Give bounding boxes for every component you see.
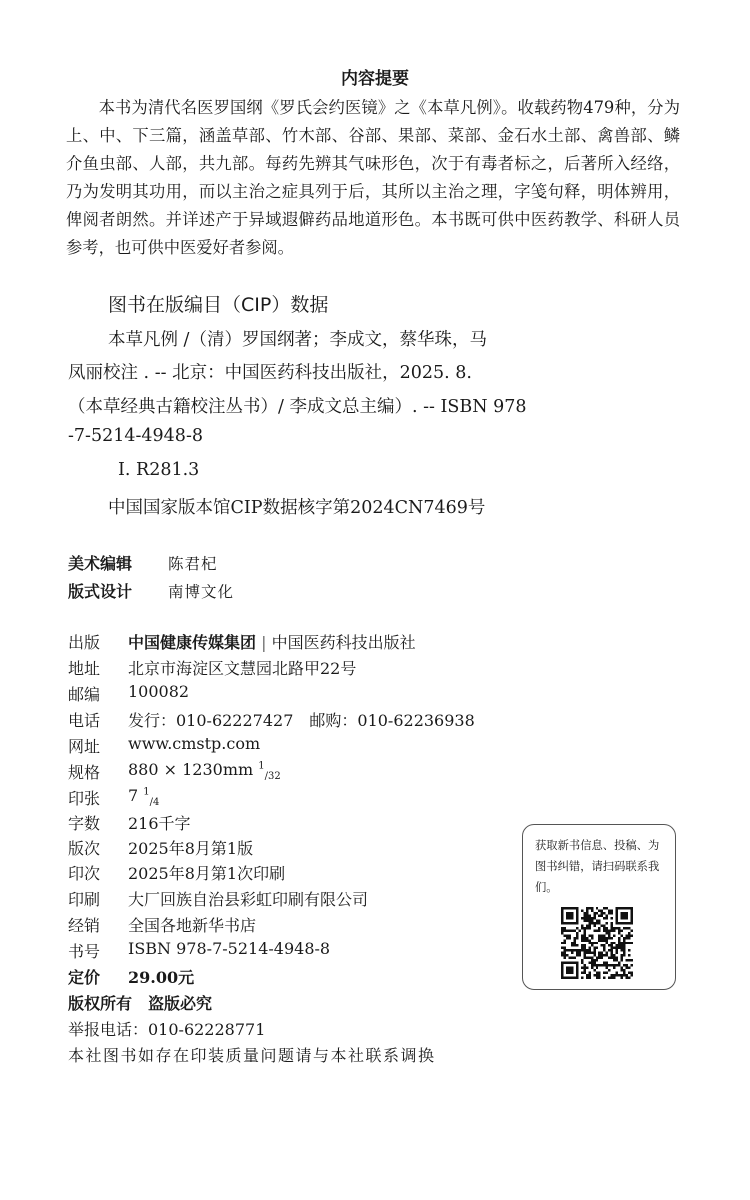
cip-line-1: 本草凡例 /（清）罗国纲著；李成文，蔡华珠，马	[108, 330, 487, 350]
cip-line-4: -7-5214-4948-8	[68, 426, 203, 446]
publisher-name: 中国医药科技出版社	[271, 633, 416, 652]
sheets-label: 印张	[68, 789, 101, 808]
phone-value: 发行：010-62227427 邮购：010-62236938	[128, 711, 475, 730]
summary-title: 内容提要	[341, 69, 409, 89]
publisher-label: 出版	[68, 633, 101, 652]
cip-line-6: 中国国家版本馆CIP数据核字第2024CN7469号	[108, 498, 486, 518]
cip-line-2: 凤丽校注 . -- 北京：中国医药科技出版社，2025. 8.	[68, 363, 472, 383]
publisher-separator: |	[261, 633, 267, 652]
cip-line-3: （本草经典古籍校注丛书）/ 李成文总主编）. -- ISBN 978	[68, 397, 527, 417]
price-label: 定价	[68, 968, 101, 987]
quality-notice: 本社图书如存在印装质量问题请与本社联系调换	[68, 1046, 436, 1065]
sheets-main: 7	[128, 786, 144, 805]
isbn-value: ISBN 978-7-5214-4948-8	[128, 939, 331, 958]
art-editor-label: 美术编辑	[68, 554, 133, 573]
sheets-numerator: 1	[143, 786, 150, 798]
distributor-label: 经销	[68, 916, 101, 935]
printer-value: 大厂回族自治县彩虹印刷有限公司	[128, 890, 369, 909]
layout-design-label: 版式设计	[68, 582, 133, 601]
format-denominator: /32	[264, 771, 281, 783]
report-phone: 举报电话：010-62228771	[68, 1020, 266, 1039]
printer-label: 印刷	[68, 890, 101, 909]
publisher-value	[128, 630, 416, 653]
postcode-value: 100082	[128, 682, 190, 701]
layout-design-value: 南博文化	[168, 583, 235, 601]
format-numerator: 1	[258, 760, 265, 772]
phone-label: 电话	[68, 711, 101, 730]
address-label: 地址	[68, 659, 101, 678]
sheets-value	[128, 786, 159, 808]
format-label: 规格	[68, 763, 101, 782]
cip-heading: 图书在版编目（CIP）数据	[108, 294, 329, 316]
edition-label: 版次	[68, 839, 101, 858]
printing-label: 印次	[68, 864, 101, 883]
price-value: 29.00元	[128, 968, 195, 987]
postcode-label: 邮编	[68, 685, 101, 704]
distributor-value: 全国各地新华书店	[128, 916, 257, 935]
address-value: 北京市海淀区文慧园北路甲22号	[128, 659, 357, 678]
cip-line-5: Ⅰ. R281.3	[118, 460, 200, 480]
format-main: 880 × 1230mm	[128, 760, 259, 779]
sheets-denominator: /4	[149, 797, 160, 809]
copyright-notice: 版权所有 盗版必究	[68, 994, 213, 1013]
isbn-label: 书号	[68, 942, 101, 961]
format-value	[128, 760, 281, 782]
qr-caption: 获取新书信息、投稿、为图书纠错，请扫码联系我们。	[535, 839, 660, 894]
website-label: 网址	[68, 737, 101, 756]
summary-paragraph: 本书为清代名医罗国纲《罗氏会约医镜》之《本草凡例》。收载药物479种，分为上、中、下三篇，涵盖草部、竹木部、谷部、果部、菜部、金石水土部、禽兽部、鳞介鱼虫部、人部，共九部。每药先辨其气味形色，次于有毒者标之，后著所入经络，乃为发明其功用，而以主治之症具列于后，其所以主治之理，字笺句释，明体辨用，俾阅者朗然。并详述产于异域遐僻药品地道形色。本书既可供中医药教学、科研人员参考，也可供中医爱好者参阅。	[66, 98, 680, 257]
edition-value: 2025年8月第1版	[128, 839, 254, 858]
qr-contact-box	[522, 824, 676, 990]
qr-code-icon[interactable]	[561, 907, 633, 979]
printing-value: 2025年8月第1次印刷	[128, 864, 286, 883]
website-value: www.cmstp.com	[128, 734, 261, 753]
publisher-group: 中国健康传媒集团	[128, 633, 257, 652]
words-value: 216千字	[128, 814, 191, 833]
words-label: 字数	[68, 814, 101, 833]
art-editor-value: 陈君杞	[168, 555, 218, 573]
